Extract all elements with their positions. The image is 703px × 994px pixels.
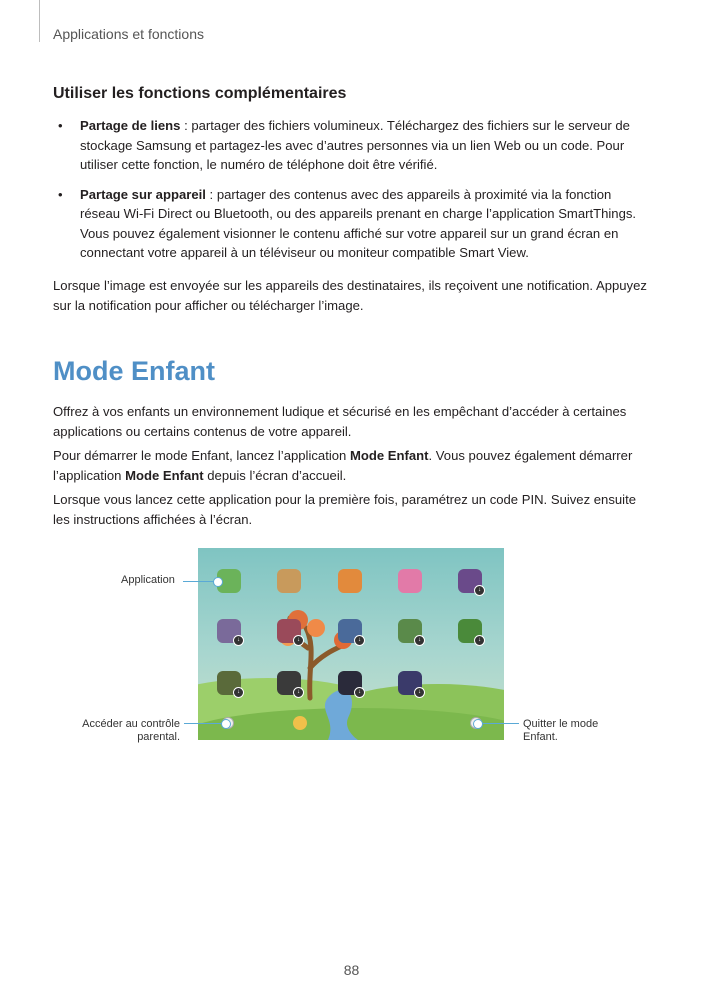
app-icon[interactable] — [338, 619, 362, 643]
app-icon[interactable] — [398, 569, 422, 593]
app-icon[interactable] — [277, 671, 301, 695]
app-icon[interactable] — [217, 619, 241, 643]
bullet-icon: • — [58, 118, 63, 133]
intro-paragraph: Offrez à vos enfants un environnement ludique et sécurisé en les empêchant d’accéder à certaines applications ou certains contenus de votre appareil. — [53, 404, 627, 439]
app-icon[interactable] — [458, 569, 482, 593]
app-icon[interactable] — [458, 619, 482, 643]
text-run: Pour démarrer le mode Enfant, lancez l’application — [53, 448, 350, 463]
download-icon: ↓ — [233, 687, 244, 698]
download-icon: ↓ — [233, 635, 244, 646]
download-icon: ↓ — [474, 635, 485, 646]
app-icon[interactable] — [277, 569, 301, 593]
app-icon[interactable] — [277, 619, 301, 643]
list-item-term: Partage sur appareil — [80, 186, 206, 202]
callout-parental: Accéder au contrôle parental. — [82, 718, 180, 743]
download-icon: ↓ — [293, 687, 304, 698]
callout-line — [481, 723, 519, 724]
callout-marker — [473, 719, 483, 729]
kids-mode-screenshot — [198, 548, 504, 740]
callout-quit: Quitter le mode Enfant. — [523, 718, 599, 743]
callout-marker — [221, 719, 231, 729]
app-icon[interactable] — [398, 619, 422, 643]
text-run: depuis l’écran d’accueil. — [203, 467, 347, 483]
text-run: . Vous pouvez également démarrer l’application — [53, 448, 633, 483]
app-icon[interactable] — [338, 569, 362, 593]
app-name: Mode Enfant — [349, 448, 429, 463]
section-title-complementary: Utiliser les fonctions complémentaires — [53, 85, 347, 102]
download-icon: ↓ — [474, 585, 485, 596]
download-icon: ↓ — [354, 687, 365, 698]
app-icon[interactable] — [217, 671, 241, 695]
app-icon[interactable] — [338, 671, 362, 695]
callout-line — [183, 581, 214, 582]
list-item-text: : partager des fichiers volumineux. Téléchargez des fichiers sur le serveur de stockage Samsung et partagez-les avec d’autres personnes via un lien Web ou un code. Pour utiliser cette fonction, le numéro de téléphone doit être vérifié. — [80, 118, 630, 172]
pin-paragraph: Lorsque vous lancez cette application pour la première fois, paramétrez un code PIN. Suivez ensuite les instructions affichées à l’écran. — [53, 492, 636, 527]
header-rule — [39, 0, 40, 42]
list-item — [53, 116, 653, 175]
download-icon: ↓ — [414, 635, 425, 646]
download-icon: ↓ — [414, 687, 425, 698]
bullet-icon: • — [58, 186, 63, 202]
list-item-text: : partager des contenus avec des appareils à proximité via la fonction réseau Wi-Fi Direct ou Bluetooth, ou des appareils prenant en charge l’application SmartThings. Vous pouvez également visionner le contenu affiché sur votre appareil sur un grand écran en connectant votre appareil à un téléviseur ou moniteur compatible Smart View. — [80, 186, 637, 260]
callout-application: Application — [121, 574, 175, 586]
list-item — [53, 185, 653, 263]
app-icon[interactable] — [398, 671, 422, 695]
callout-line — [184, 723, 222, 724]
app-name: Mode Enfant — [125, 467, 204, 483]
start-paragraph — [53, 446, 653, 485]
section-title-kids-mode: Mode Enfant — [53, 356, 215, 386]
download-icon: ↓ — [293, 635, 304, 646]
notification-paragraph: Lorsque l’image est envoyée sur les appareils des destinataires, ils reçoivent une notification. Appuyez sur la notification pour afficher ou télécharger l’image. — [53, 278, 647, 313]
download-icon: ↓ — [354, 635, 365, 646]
page-header: Applications et fonctions — [53, 26, 204, 42]
page-number: 88 — [343, 962, 360, 978]
callout-marker — [213, 577, 223, 587]
feature-list — [53, 116, 653, 273]
list-item-term: Partage de liens — [80, 118, 181, 133]
